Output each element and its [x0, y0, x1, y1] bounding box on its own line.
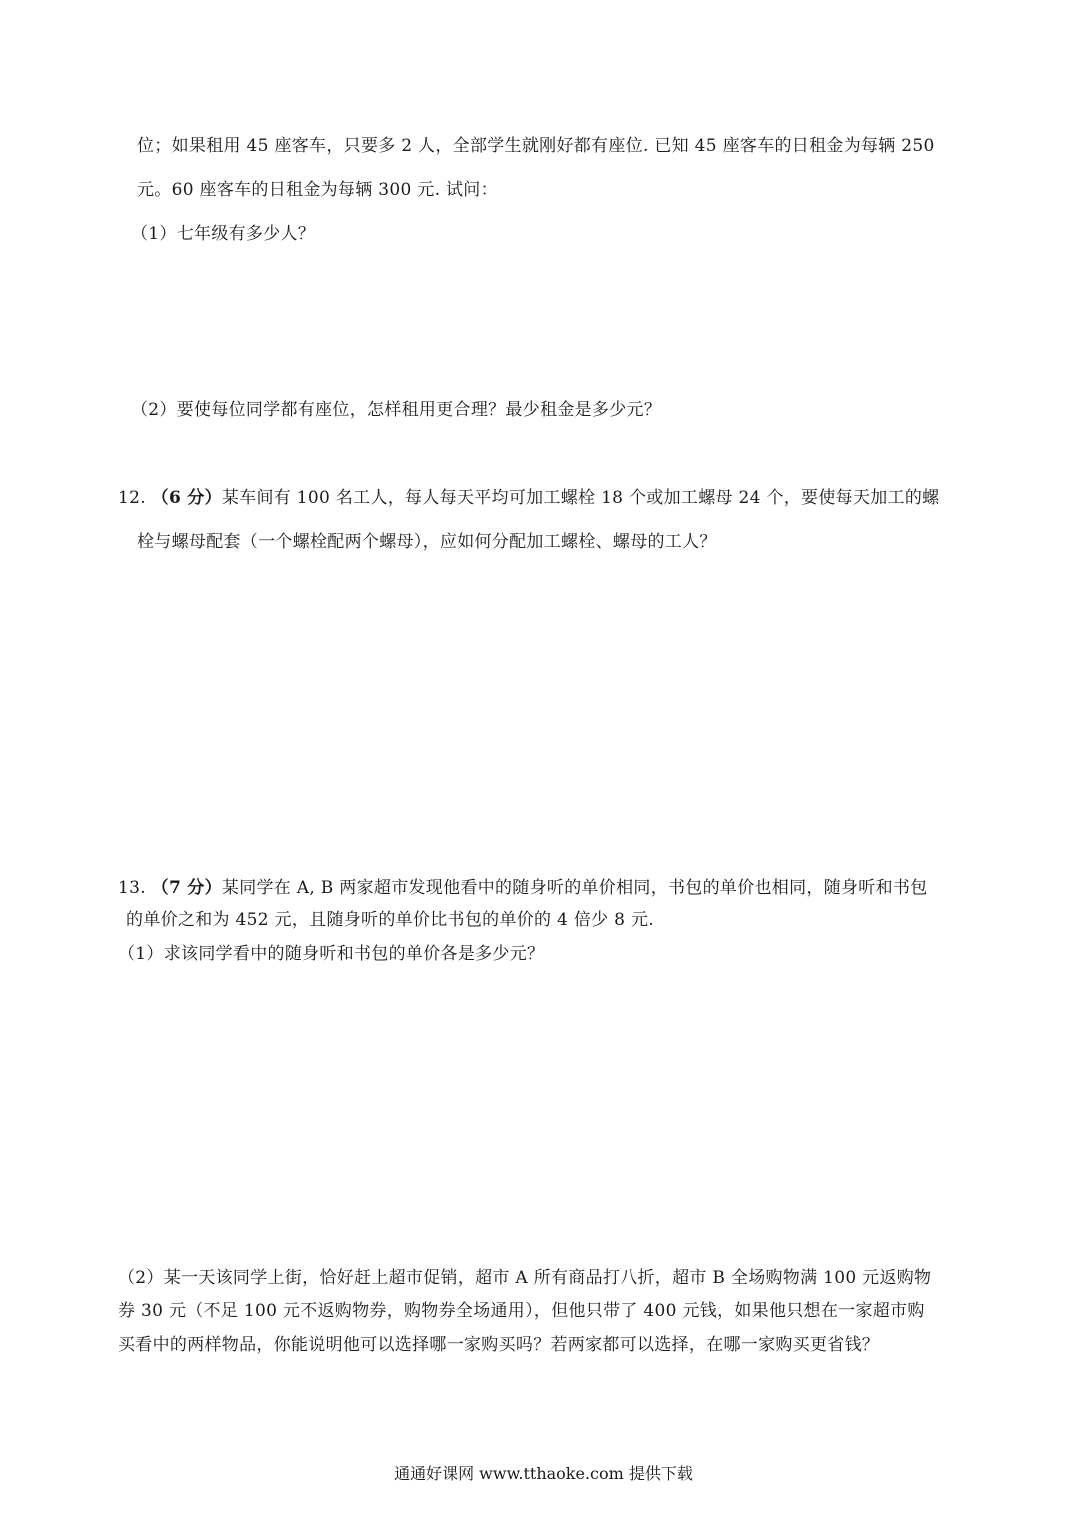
q12-score: （6 分）: [151, 488, 222, 508]
q13-part-2-line-2: 券 30 元（不足 100 元不返购物券，购物券全场通用），但他只带了 400 元钱，如果他只想在一家超市购: [118, 1301, 925, 1321]
page-footer: 通通好课网 www.tthaoke.com 提供下载: [394, 1464, 693, 1483]
q11-part-2: （2）要使每位同学都有座位，怎样租用更合理？最少租金是多少元？: [131, 400, 662, 420]
q12-line-2: 栓与螺母配套（一个螺栓配两个螺母），应如何分配加工螺栓、螺母的工人？: [137, 532, 717, 552]
q11-part-1: （1）七年级有多少人？: [131, 224, 316, 244]
q12-text: 某车间有 100 名工人，每人每天平均可加工螺栓 18 个或加工螺母 24 个，要使每天加工的螺: [221, 488, 940, 508]
q13-text: 某同学在 A, B 两家超市发现他看中的随身听的单价相同，书包的单价也相同，随身听和书包: [221, 878, 928, 898]
q12-line-1: [118, 486, 939, 510]
q11-line-2: 元。60 座客车的日租金为每辆 300 元. 试问：: [137, 180, 498, 200]
q13-line-2: 的单价之和为 452 元，且随身听的单价比书包的单价的 4 倍少 8 元.: [126, 910, 655, 930]
q13-score: （7 分）: [151, 878, 222, 898]
q13-part-1: （1）求该同学看中的随身听和书包的单价各是多少元？: [118, 944, 545, 964]
q11-line-1: 位；如果租用 45 座客车，只要多 2 人，全部学生就刚好都有座位. 已知 45 座客车的日租金为每辆 250: [137, 136, 935, 156]
q13-part-2-line-3: 买看中的两样物品，你能说明他可以选择哪一家购买吗？若两家都可以选择，在哪一家购买更省钱？: [118, 1335, 880, 1355]
q13-part-2-line-1: （2）某一天该同学上街，恰好赶上超市促销，超市 A 所有商品打八折，超市 B 全场购物满 100 元返购物: [118, 1268, 932, 1288]
q13-line-1: [118, 876, 928, 900]
q13-number: 13.: [118, 878, 146, 898]
q12-number: 12.: [118, 488, 146, 508]
